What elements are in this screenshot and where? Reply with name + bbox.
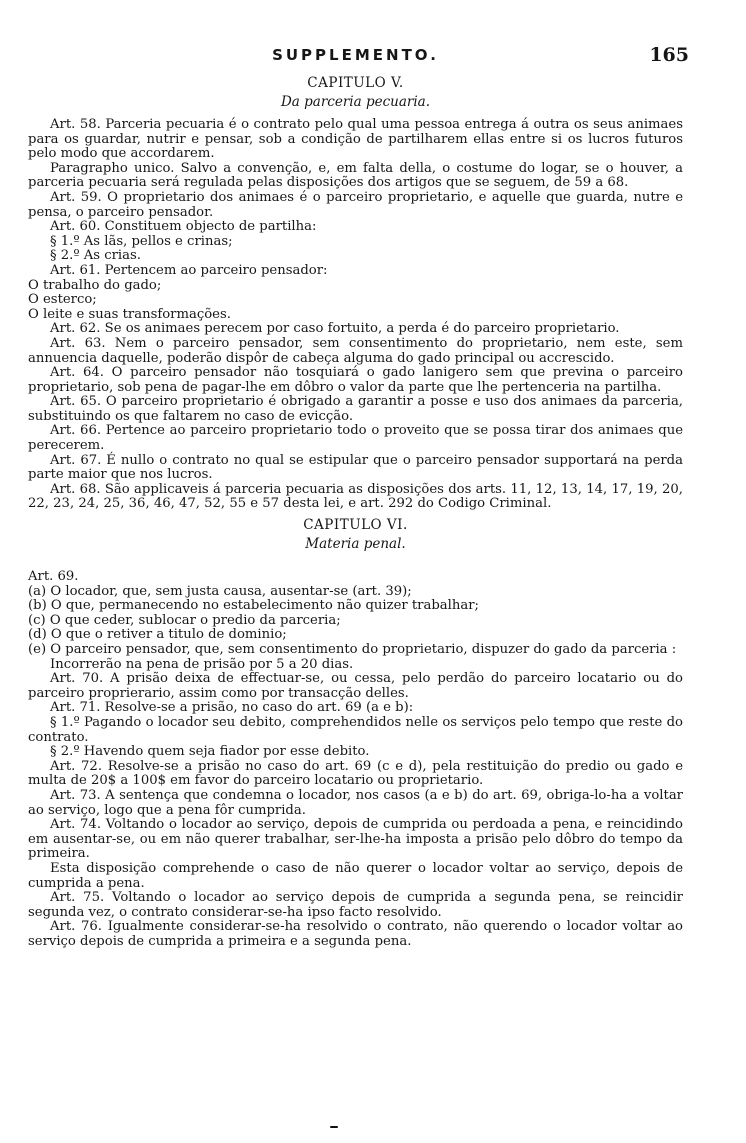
paragraph: § 2.º As crias. — [50, 248, 141, 264]
chapter-5-subtitle: Da parceria pecuaria. — [280, 94, 430, 110]
scan-mark — [330, 1126, 338, 1128]
chapter-6 — [28, 516, 683, 949]
paragraph: Art. 71. Resolve-se a prisão, no caso do art. 69 (a e b): — [50, 700, 414, 716]
chapter-6-title: CAPITULO VI. — [303, 517, 408, 534]
paragraph: Art. 73. A sentença que condemna o locador, nos casos (a e b) do art. 69, obriga-lo-ha a voltar ao serviço, logo que a pena fôr cumprida. — [28, 787, 683, 818]
paragraph: Art. 62. Se os animaes perecem por caso fortuito, a perda é do parceiro proprietario. — [50, 321, 620, 337]
paragraph: Art. 65. O parceiro proprietario é obrigado a garantir a posse e uso dos animaes da parceria, substituindo os que faltarem no caso de evicção. — [28, 394, 683, 424]
paragraph: Art. 63. Nem o parceiro pensador, sem consentimento do proprietario, nem este, sem annuencia daquelle, poderão dispôr de cabeça alguma do gado principal ou accrescido. — [28, 335, 683, 366]
page-number: 165 — [649, 44, 689, 66]
paragraph: Art. 58. Parceria pecuaria é o contrato pelo qual uma pessoa entrega á outra os seus animaes para os guardar, nutrir e pensar, sob a condição de partilharem ellas entre si os lucros futuros pelo modo que accordarem. — [28, 117, 683, 162]
list-item: (c) O que ceder, sublocar o predio da parceria; — [28, 612, 341, 628]
paragraph: Art. 66. Pertence ao parceiro proprietario todo o proveito que se possa tirar dos animaes que perecerem. — [28, 423, 683, 454]
spacer — [28, 560, 683, 570]
paragraph: O trabalho do gado; — [28, 277, 162, 293]
paragraph: Art. 75. Voltando o locador ao serviço depois de cumprida a segunda pena, se reincidir segunda vez, o contrato considerar-se-ha ipso facto resolvido. — [28, 890, 683, 920]
paragraph: Art. 59. O proprietario dos animaes é o parceiro proprietario, e aquelle que guarda, nutre e pensa, o parceiro pensador. — [28, 189, 683, 220]
paragraph: Art. 64. O parceiro pensador não tosquiará o gado lanigero sem que previna o parceiro proprietario, sob pena de pagar-lhe em dôbro o valor da parte que lhe pertenceria na partilha. — [28, 365, 683, 395]
paragraph: O leite e suas transformações. — [28, 306, 231, 322]
document-page — [28, 40, 689, 949]
paragraph: Art. 72. Resolve-se a prisão no caso do art. 69 (c e d), pela restituição do predio ou gado e multa de 20$ a 100$ em favor do parceiro locatario ou proprietario. — [28, 758, 683, 789]
paragraph: Incorrerão na pena de prisão por 5 a 20 dias. — [50, 656, 354, 672]
paragraph: § 2.º Havendo quem seja fiador por esse debito. — [50, 744, 370, 760]
list-item: (e) O parceiro pensador, que, sem consentimento do proprietario, dispuzer do gado da parceria : — [28, 642, 677, 657]
paragraph: Art. 67. É nullo o contrato no qual se estipular que o parceiro pensador supportará na perda parte maior que nos lucros. — [28, 452, 683, 483]
paragraph: O esterco; — [28, 292, 97, 308]
chapter-6-subtitle: Materia penal. — [305, 536, 406, 553]
paragraph: Art. 61. Pertencem ao parceiro pensador: — [50, 262, 328, 278]
paragraph: Art. 69. — [28, 569, 79, 585]
paragraph: Art. 74. Voltando o locador ao serviço, depois de cumprida ou perdoada a pena, e reincidindo em ausentar-se, ou em não querer trabalhar, ser-lhe-ha imposta a prisão pelo dôbro do tempo da primeira. — [28, 817, 683, 862]
list-item: (b) O que, permanecendo no estabelecimento não quizer trabalhar; — [28, 598, 479, 614]
paragraph: Esta disposição comprehende o caso de não querer o locador voltar ao serviço, depois de cumprida a pena. — [28, 860, 683, 891]
paragraph: Art. 60. Constituem objecto de partilha: — [50, 219, 317, 235]
paragraph: Art. 76. Igualmente considerar-se-ha resolvido o contrato, não querendo o locador voltar ao serviço depois de cumprida a primeira e a segunda pena. — [28, 919, 683, 949]
running-title: SUPPLEMENTO. — [272, 46, 439, 64]
paragraph: Paragrapho unico. Salvo a convenção, e, em falta della, o costume do logar, se o houver, a parceria pecuaria será regulada pelas disposições dos artigos que se seguem, de 59 a 68. — [28, 160, 683, 191]
chapter-5 — [28, 74, 683, 512]
chapter-5-title: CAPITULO V. — [307, 75, 404, 91]
paragraph: Art. 68. São applicaveis á parceria pecuaria as disposições dos arts. 11, 12, 13, 14, 17, 19, 20, 22, 23, 24, 25, 36, 46, 47, 52, 55 e 57 desta lei, e art. 292 do Codigo Criminal. — [28, 481, 683, 512]
list-item: (a) O locador, que, sem justa causa, ausentar-se (art. 39); — [28, 583, 412, 599]
paragraph: Art. 70. A prisão deixa de effectuar-se, ou cessa, pelo perdão do parceiro locatario ou do parceiro proprierario, assim como por transacção delles. — [28, 671, 683, 701]
list-item: (d) O que o retiver a titulo de dominio; — [28, 627, 287, 643]
offence-list — [28, 585, 683, 658]
paragraph: § 1.º Pagando o locador seu debito, comprehendidos nelle os serviços pelo tempo que reste do contrato. — [28, 714, 683, 745]
paragraph: § 1.º As lãs, pellos e crinas; — [50, 233, 233, 249]
running-head — [28, 40, 689, 70]
